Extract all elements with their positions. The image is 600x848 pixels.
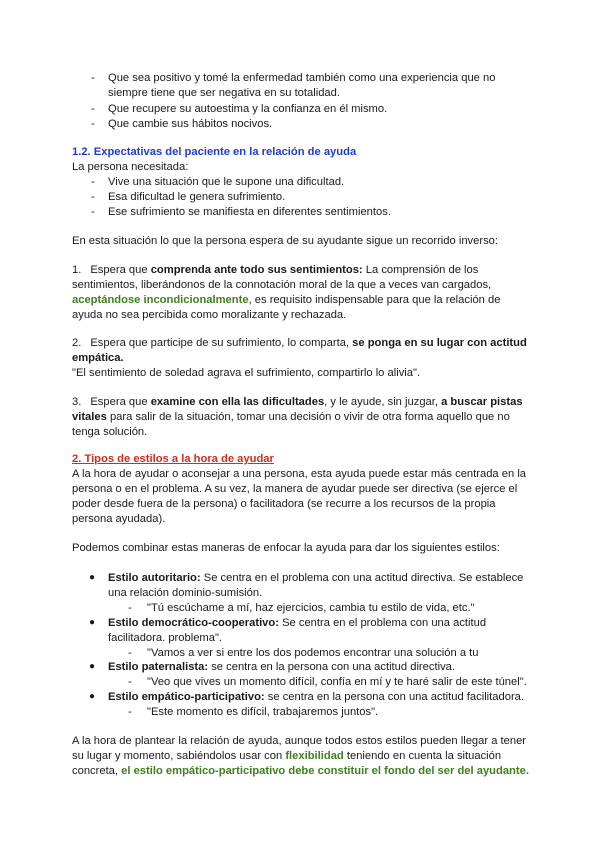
paragraph-line	[72, 410, 510, 424]
item-number: 2.	[72, 337, 82, 349]
quote-text: "El sentimiento de soledad agrava el sufrimiento, compartirlo lo alivia".	[72, 367, 421, 379]
paragraph-text: Podemos combinar estas maneras de enfocar la ayuda para dar los siguientes estilos:	[72, 542, 500, 554]
style-name: Estilo empático-participativo:	[108, 691, 265, 703]
paragraph-text: sentimientos, liberándonos de la connotación moral de la que a veces van cargados,	[72, 279, 492, 291]
numbered-paragraph	[72, 395, 523, 409]
list-dash: -	[91, 72, 95, 84]
style-name: Estilo autoritario:	[108, 572, 201, 584]
style-item	[108, 660, 455, 674]
style-name: Estilo democrático-cooperativo:	[108, 617, 279, 629]
list-dash: -	[128, 706, 132, 718]
paragraph-text: La persona necesitada:	[72, 161, 189, 173]
text-run: su lugar y momento, sabiéndolos usar con	[72, 750, 286, 762]
text-run: Espera que	[90, 264, 151, 276]
section-heading: 2. Tipos de estilos a la hora de ayudar	[72, 453, 274, 465]
bold-phrase: comprenda ante todo sus sentimientos:	[150, 264, 363, 276]
text-run: Espera que	[90, 396, 151, 408]
section-heading: 1.2. Expectativas del paciente en la relación de ayuda	[72, 146, 357, 158]
style-quote: "Este momento es difícil, trabajaremos juntos".	[147, 706, 379, 718]
item-number: 1.	[72, 264, 82, 276]
style-desc: se centra en la persona con una actitud directiva.	[208, 661, 455, 673]
style-item	[108, 616, 486, 630]
style-desc: Se centra en el problema con una actitud	[278, 617, 487, 629]
paragraph-text: persona o en el problema. A su vez, la manera de ayudar puede ser directiva (se ejerce el	[72, 483, 518, 495]
bold-phrase: se ponga en su lugar con actitud	[352, 337, 527, 349]
item-number: 3.	[72, 396, 82, 408]
style-desc: se centra en la persona con una actitud facilitadora.	[264, 691, 524, 703]
bullet-icon: ●	[89, 617, 96, 628]
list-item-text: Ese sufrimiento se manifiesta en diferentes sentimientos.	[108, 206, 391, 218]
paragraph-text: persona ayudada).	[72, 513, 166, 525]
style-quote: "Vamos a ver si entre los dos podemos encontrar una solución a tu	[147, 647, 479, 659]
bullet-icon: ●	[89, 572, 96, 583]
list-dash: -	[91, 191, 95, 203]
highlight-phrase: el estilo empático-participativo debe constituir el fondo del ser del ayudante.	[121, 765, 529, 777]
list-dash: -	[91, 206, 95, 218]
bullet-icon: ●	[89, 691, 96, 702]
style-desc: facilitadora. problema".	[108, 632, 223, 644]
list-item-text: Que cambie sus hábitos nocivos.	[108, 118, 273, 130]
paragraph-line	[72, 293, 500, 307]
text-run: , y le ayude, sin juzgar,	[324, 396, 442, 408]
text-run: , es requisito indispensable para que la relación de	[248, 294, 501, 306]
text-run: concreta,	[72, 765, 122, 777]
list-item-text: siempre tiene que ser negativa en su totalidad.	[108, 87, 340, 99]
numbered-paragraph	[72, 336, 527, 350]
text-run: La comprensión de los	[362, 264, 479, 276]
style-item	[108, 690, 524, 704]
list-item-text: Que recupere su autoestima y la confianza en él mismo.	[108, 103, 388, 115]
style-item	[108, 571, 523, 585]
paragraph-text: ayuda no sea percibida como moralizante y rechazada.	[72, 309, 347, 321]
text-run: para salir de la situación, tomar una decisión o vivir de otra forma aquello que no	[106, 411, 510, 423]
list-dash: -	[128, 647, 132, 659]
paragraph-text: poder desde fuera de la persona) o facilitadora (se recurre a los recursos de la propia	[72, 498, 496, 510]
style-desc: una relación dominio-sumisión.	[108, 587, 263, 599]
highlight-phrase: aceptándose incondicionalmente	[72, 294, 249, 306]
bold-phrase: examine con ella las dificultades	[150, 396, 325, 408]
bold-phrase: empática.	[72, 352, 124, 364]
list-dash: -	[128, 676, 132, 688]
paragraph-line	[72, 764, 529, 778]
bold-phrase: vitales	[72, 411, 107, 423]
bold-phrase: a buscar pistas	[441, 396, 523, 408]
style-quote: "Tú escúchame a mí, haz ejercicios, cambia tu estilo de vida, etc."	[147, 602, 475, 614]
text-run: Espera que participe de su sufrimiento, lo comparta,	[90, 337, 353, 349]
paragraph-text: A la hora de plantear la relación de ayuda, aunque todos estos estilos pueden llegar a tener	[72, 735, 527, 747]
paragraph-text: En esta situación lo que la persona espera de su ayudante sigue un recorrido inverso:	[72, 235, 499, 247]
style-desc: Se centra en el problema con una actitud directiva. Se establece	[200, 572, 524, 584]
list-item-text: Esa dificultad le genera sufrimiento.	[108, 191, 286, 203]
highlight-phrase: flexibilidad	[285, 750, 344, 762]
style-quote: "Veo que vives un momento difícil, confía en mí y te haré salir de este túnel".	[147, 676, 527, 688]
paragraph-text: tenga solución.	[72, 426, 148, 438]
numbered-paragraph	[72, 263, 478, 277]
bullet-icon: ●	[89, 661, 96, 672]
paragraph-line	[72, 749, 501, 763]
list-item-text: Que sea positivo y tomé la enfermedad también como una experiencia que no	[108, 72, 496, 84]
text-run: teniendo en cuenta la situación	[343, 750, 502, 762]
paragraph-text: A la hora de ayudar o aconsejar a una persona, esta ayuda puede estar más centrada en la	[72, 468, 527, 480]
list-item-text: Vive una situación que le supone una dificultad.	[108, 176, 345, 188]
list-dash: -	[91, 118, 95, 130]
list-dash: -	[91, 176, 95, 188]
list-dash: -	[128, 602, 132, 614]
list-dash: -	[91, 103, 95, 115]
style-name: Estilo paternalista:	[108, 661, 209, 673]
